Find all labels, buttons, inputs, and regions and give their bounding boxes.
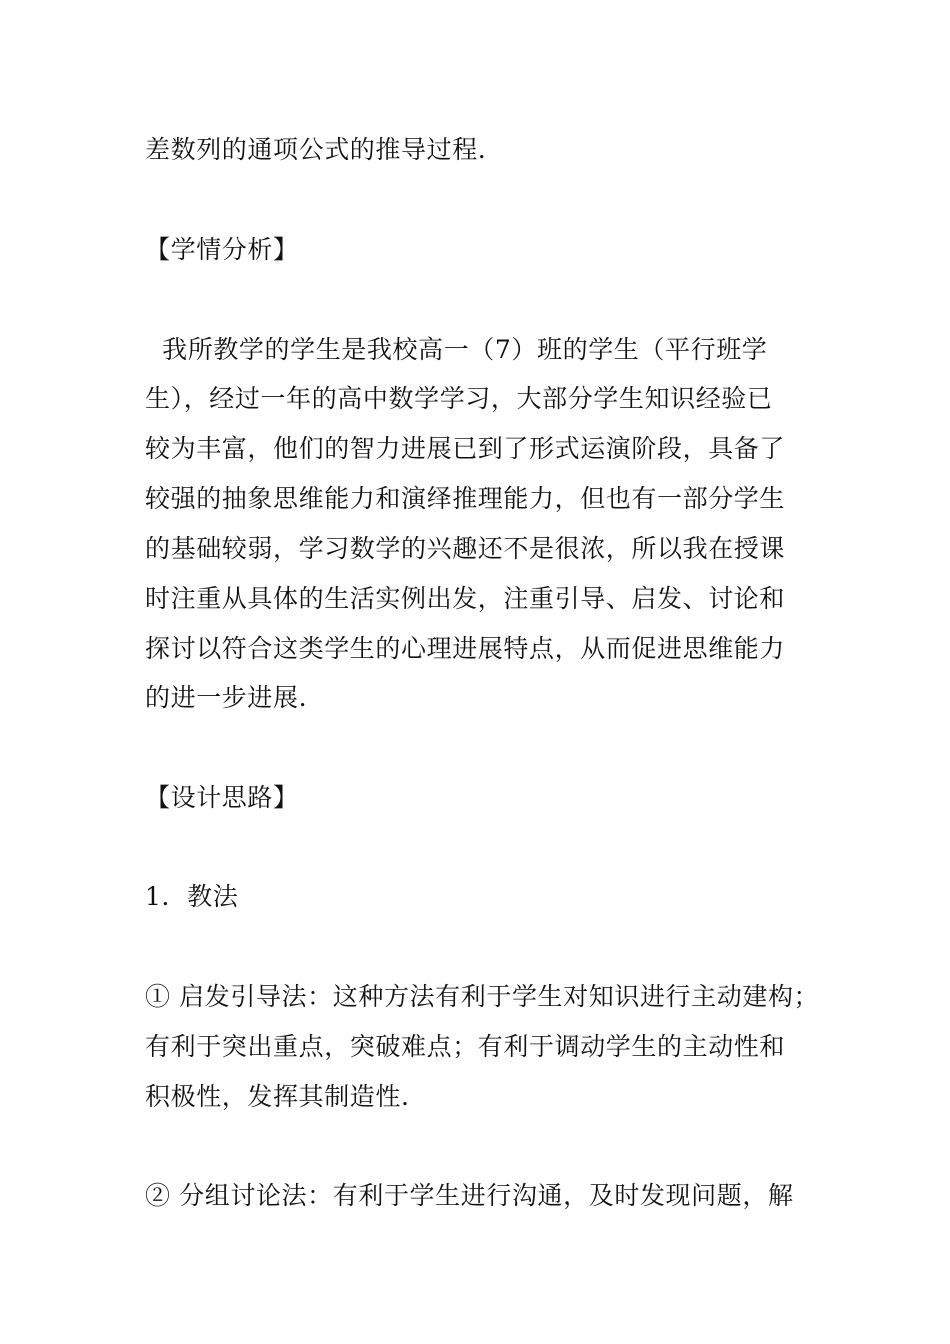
subheading-teaching-method: 1．教法 [145,882,239,911]
list-item-line: ① 启发引导法：这种方法有利于学生对知识进行主动建构； [145,982,820,1011]
paragraph-line: 较强的抽象思维能力和演绎推理能力，但也有一部分学生 [145,484,786,513]
paragraph-line: 生），经过一年的高中数学学习，大部分学生知识经验已 [145,384,773,413]
list-item-line: 有利于突出重点，突破难点；有利于调动学生的主动性和 [145,1032,786,1061]
paragraph-line: 探讨以符合这类学生的心理进展特点，从而促进思维能力 [145,634,786,663]
paragraph-line: 较为丰富，他们的智力进展已到了形式运演阶段，具备了 [145,434,786,463]
section-heading-student-analysis: 【学情分析】 [145,235,299,264]
paragraph-line: 的进一步进展. [145,683,308,712]
paragraph-line: 我所教学的学生是我校高一（7）班的学生（平行班学 [145,335,768,364]
paragraph-line: 时注重从具体的生活实例出发，注重引导、启发、讨论和 [145,584,786,613]
paragraph-continuation: 差数列的通项公式的推导过程. [145,135,487,164]
section-heading-design-ideas: 【设计思路】 [145,783,299,812]
list-item-line: ② 分组讨论法：有利于学生进行沟通，及时发现问题，解 [145,1181,794,1210]
paragraph-line: 的基础较弱，学习数学的兴趣还不是很浓，所以我在授课 [145,534,786,563]
list-item-line: 积极性，发挥其制造性. [145,1082,410,1111]
